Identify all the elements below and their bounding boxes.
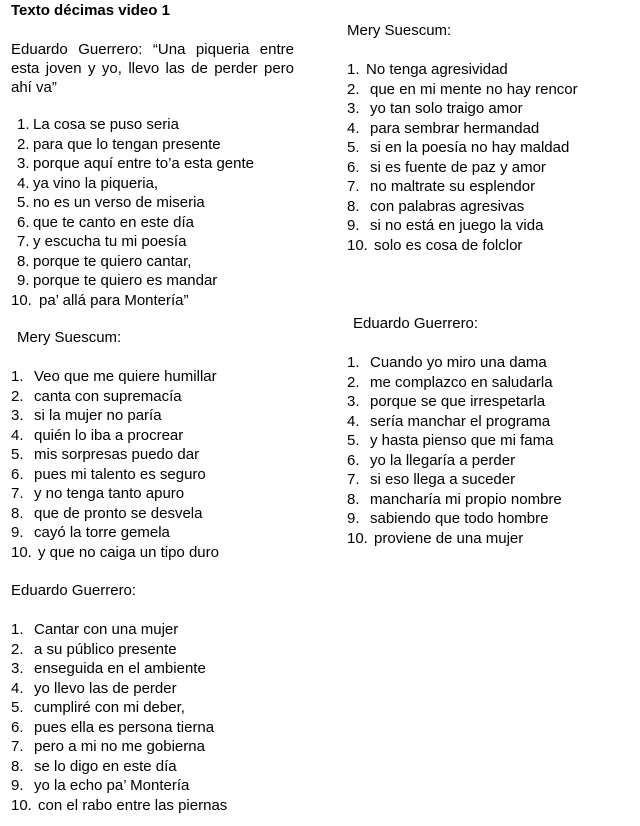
verse-line: 9. si no está en juego la vida <box>347 217 544 234</box>
verse-line: 10. proviene de una mujer <box>347 529 524 547</box>
verse-line: 7. no maltrate su esplendor <box>347 178 536 195</box>
right-column <box>347 0 627 548</box>
verse-line: 1. La cosa se puso seria <box>17 116 179 133</box>
verse-line: 8. se lo digo en este día <box>11 757 177 775</box>
verse-line: 1. Cantar con una mujer <box>11 621 179 638</box>
verse-line: 8. mancharía mi propio nombre <box>347 490 562 508</box>
verse-line: 7. si eso llega a suceder <box>347 471 516 488</box>
verse-line: 3. yo tan solo traigo amor <box>347 100 523 117</box>
intro-paragraph: Eduardo Guerrero: “Una piqueria entre esta joven y yo, llevo las de perder pero ahí va” <box>11 41 294 96</box>
left-column <box>11 0 301 815</box>
verse-line: 8. que de pronto se desvela <box>11 504 203 522</box>
verse-line: 7. y escucha tu mi poesía <box>17 233 187 250</box>
stanza-3 <box>11 620 301 815</box>
stanza-1 <box>11 115 301 310</box>
stanza-2 <box>11 367 301 562</box>
verse-line: 4. ya vino la piqueria, <box>17 174 159 192</box>
verse-line: 2. para que lo tengan presente <box>17 135 221 153</box>
verse-line: 8. porque te quiero cantar, <box>17 252 192 270</box>
verse-line: 5. no es un verso de miseria <box>17 194 205 211</box>
verse-line: 9. sabiendo que todo hombre <box>347 510 549 527</box>
verse-line: 9. yo la echo pa’ Montería <box>11 777 190 794</box>
verse-line: 3. porque aquí entre to’a esta gente <box>17 155 255 172</box>
verse-line: 5. mis sorpresas puedo dar <box>11 446 200 463</box>
verse-line: 4. sería manchar el programa <box>347 412 551 430</box>
verse-line: 8. con palabras agresivas <box>347 197 525 215</box>
verse-line: 3. si la mujer no paría <box>11 407 162 424</box>
speaker-label: Mery Suescum: <box>347 22 452 39</box>
speaker-label: Mery Suescum: <box>17 329 122 346</box>
verse-line: 5. cumpliré con mi deber, <box>11 699 185 716</box>
verse-line: 7. pero a mi no me gobierna <box>11 738 205 755</box>
verse-line: 6. pues ella es persona tierna <box>11 718 215 736</box>
verse-line: 6. si es fuente de paz y amor <box>347 158 546 176</box>
verse-line: 4. yo llevo las de perder <box>11 679 177 697</box>
verse-line: 3. porque se que irrespetarla <box>347 393 546 410</box>
verse-line: 9. cayó la torre gemela <box>11 524 170 541</box>
speaker-label: Eduardo Guerrero: <box>353 315 479 332</box>
verse-line: 2. a su público presente <box>11 640 177 658</box>
verse-line: 2. que en mi mente no hay rencor <box>347 80 578 98</box>
verse-line: 1. No tenga agresividad <box>347 61 508 78</box>
verse-line: 2. me complazco en saludarla <box>347 373 553 391</box>
verse-line: 2. canta con supremacía <box>11 387 182 405</box>
verse-line: 3. enseguida en el ambiente <box>11 660 206 677</box>
verse-line: 1. Cuando yo miro una dama <box>347 354 547 371</box>
verse-line: 10. solo es cosa de folclor <box>347 236 523 254</box>
verse-line: 7. y no tenga tanto apuro <box>11 485 185 502</box>
verse-line: 6. pues mi talento es seguro <box>11 465 206 483</box>
stanza-4 <box>347 60 627 255</box>
stanza-5 <box>347 353 627 548</box>
verse-line: 10. y que no caiga un tipo duro <box>11 543 219 561</box>
verse-line: 5. y hasta pienso que mi fama <box>347 432 554 449</box>
verse-line: 10. con el rabo entre las piernas <box>11 796 228 814</box>
verse-line: 10. pa’ allá para Montería” <box>11 291 189 309</box>
verse-line: 6. yo la llegaría a perder <box>347 451 516 469</box>
verse-line: 6. que te canto en este día <box>17 213 194 231</box>
document-title: Texto décimas video 1 <box>11 2 170 19</box>
verse-line: 9. porque te quiero es mandar <box>17 272 218 289</box>
verse-line: 5. si en la poesía no hay maldad <box>347 139 570 156</box>
verse-line: 1. Veo que me quiere humillar <box>11 368 217 385</box>
speaker-label: Eduardo Guerrero: <box>11 582 137 599</box>
verse-line: 4. para sembrar hermandad <box>347 119 540 137</box>
verse-line: 4. quién lo iba a procrear <box>11 426 184 444</box>
